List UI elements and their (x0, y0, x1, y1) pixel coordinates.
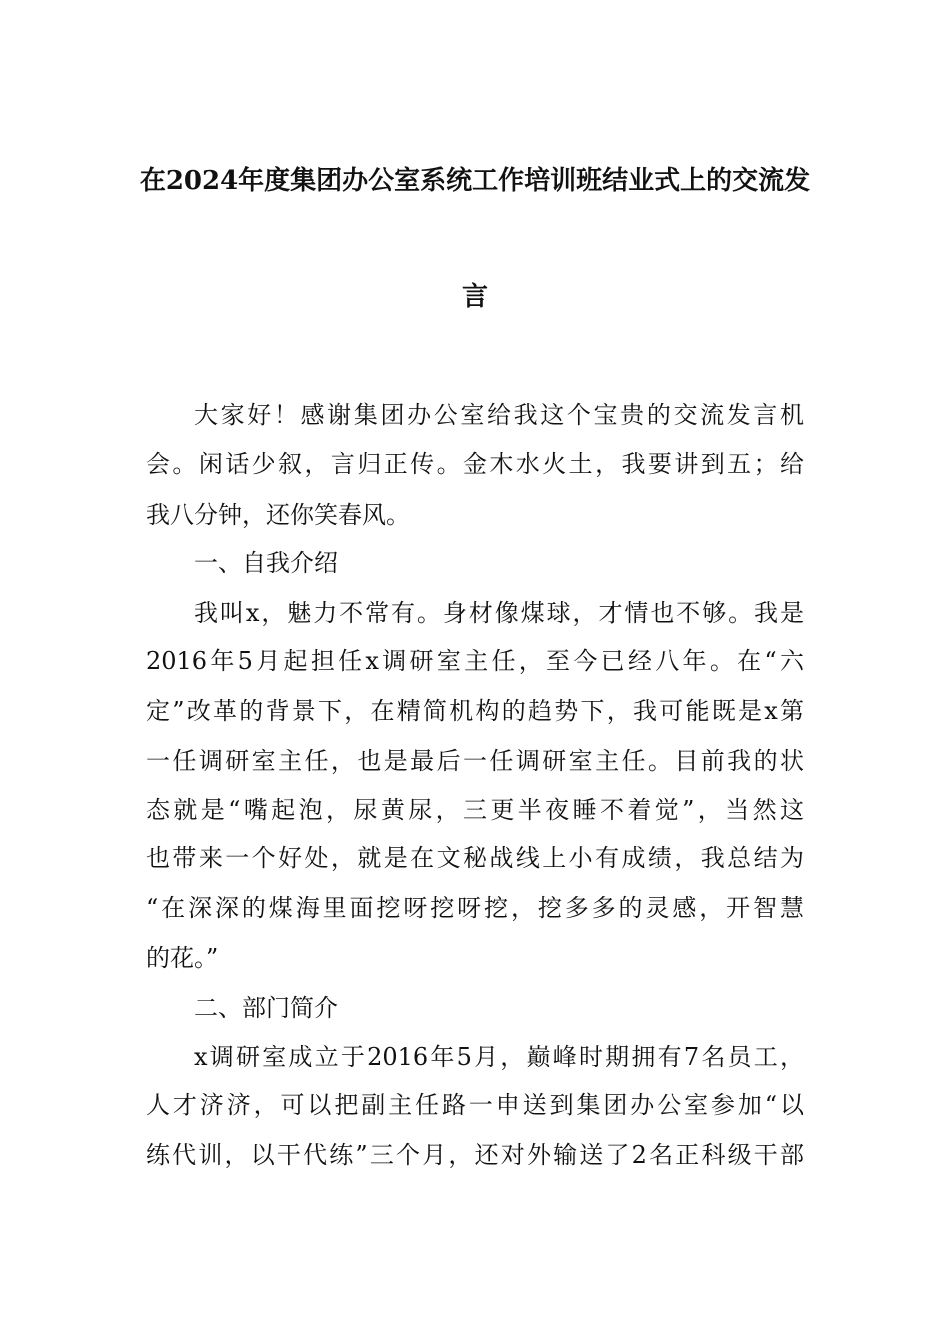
paragraph-line: 2016年5月起担任x调研室主任，至今已经八年。在“六 (146, 647, 804, 675)
paragraph-line: “在深深的煤海里面挖呀挖呀挖，挖多多的灵感，开智慧 (146, 894, 804, 922)
document-title-line-1: 在2024年度集团办公室系统工作培训班结业式上的交流发 (139, 166, 811, 196)
paragraph-line: 我八分钟，还你笑春风。 (146, 501, 410, 529)
paragraph-line: 的花。” (146, 944, 219, 972)
paragraph-line: 态就是“嘴起泡，尿黄尿，三更半夜睡不着觉”，当然这 (146, 796, 804, 824)
paragraph-line: 练代训，以干代练”三个月，还对外输送了2名正科级干部 (146, 1141, 804, 1169)
paragraph-line: 定”改革的背景下，在精简机构的趋势下，我可能既是x第 (146, 697, 804, 725)
paragraph-line: 也带来一个好处，就是在文秘战线上小有成绩，我总结为 (146, 844, 804, 872)
paragraph-line: 会。闲话少叙，言归正传。金木水火土，我要讲到五；给 (146, 450, 804, 478)
paragraph-line: 人才济济，可以把副主任路一申送到集团办公室参加“以 (146, 1091, 804, 1119)
section-heading: 一、自我介绍 (194, 549, 338, 577)
paragraph-line: x调研室成立于2016年5月，巅峰时期拥有7名员工， (194, 1043, 804, 1071)
paragraph-line: 大家好！感谢集团办公室给我这个宝贵的交流发言机 (194, 401, 804, 429)
paragraph-line: 我叫x，魅力不常有。身材像煤球，才情也不够。我是 (194, 599, 804, 627)
section-heading: 二、部门简介 (194, 994, 338, 1022)
document-title-line-2: 言 (461, 282, 488, 312)
paragraph-line: 一任调研室主任，也是最后一任调研室主任。目前我的状 (146, 747, 804, 775)
